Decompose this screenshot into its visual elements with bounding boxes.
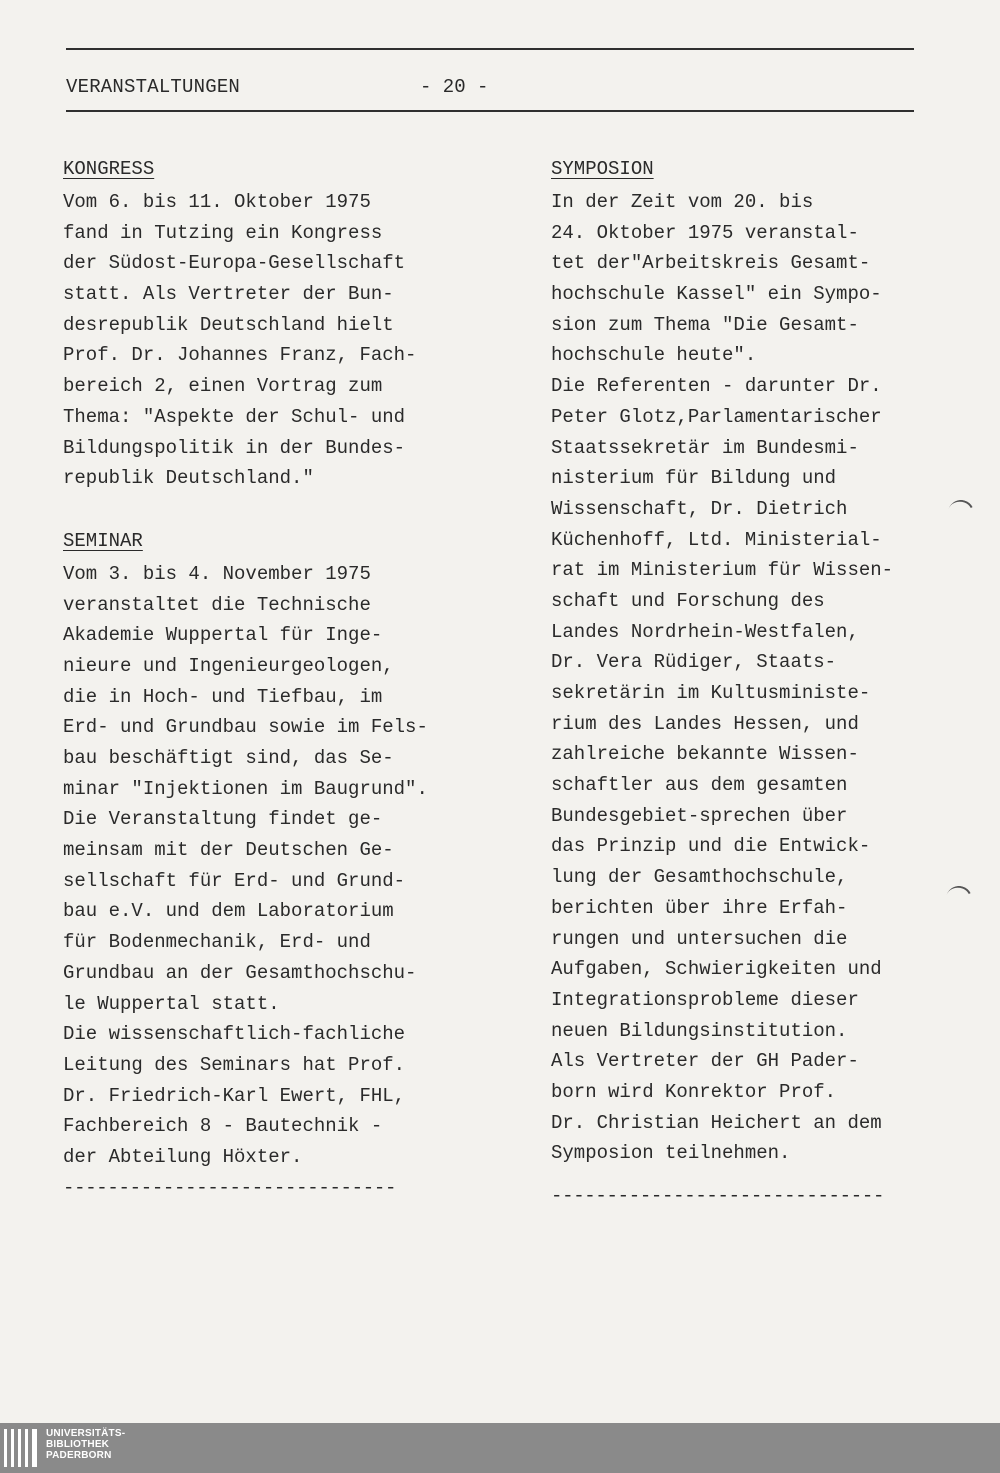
text-line: In der Zeit vom 20. bis [551, 191, 814, 213]
text-line: Küchenhoff, Ltd. Ministerial- [551, 528, 882, 551]
text-line: schaftler aus dem gesamten [551, 774, 848, 797]
text-line: tet der"Arbeitskreis Gesamt- [551, 252, 871, 275]
page-section-title: VERANSTALTUNGEN [66, 76, 241, 98]
text-line: für Bodenmechanik, Erd- und [63, 931, 371, 954]
text-line: der Abteilung Höxter. [63, 1145, 303, 1168]
text-line: Bildungspolitik in der Bundes- [63, 436, 406, 459]
text-line: Symposion teilnehmen. [551, 1142, 791, 1165]
text-line: rungen und untersuchen die [551, 927, 848, 950]
text-line: rat im Ministerium für Wissen- [551, 559, 894, 582]
text-line: hochschule Kassel" ein Sympo- [551, 283, 882, 306]
text-line: Leitung des Seminars hat Prof. [63, 1053, 406, 1076]
library-footer-bar [0, 1423, 1000, 1473]
text-line: bereich 2, einen Vortrag zum [63, 375, 383, 398]
text-line: das Prinzip und die Entwick- [551, 835, 871, 858]
library-logo-icon [4, 1429, 38, 1467]
text-line: hochschule heute". [551, 344, 757, 367]
right-column [551, 150, 951, 1212]
text-line: nisterium für Bildung und [551, 467, 837, 490]
text-line: bau e.V. und dem Laboratorium [63, 900, 394, 923]
text-line: sion zum Thema "Die Gesamt- [551, 313, 859, 336]
text-line: Landes Nordrhein-Westfalen, [551, 620, 859, 643]
section-separator: ------------------------------ [551, 1185, 885, 1207]
text-line: Prof. Dr. Johannes Franz, Fach- [63, 344, 417, 367]
kongress-heading: KONGRESS [63, 158, 155, 180]
text-line: nieure und Ingenieurgeologen, [63, 654, 394, 677]
text-line: Akademie Wuppertal für Inge- [63, 624, 383, 647]
library-name-line: PADERBORN [46, 1450, 112, 1461]
text-line: Die Veranstaltung findet ge- [63, 808, 383, 831]
text-line: Bundesgebiet-sprechen über [551, 804, 848, 827]
text-line: meinsam mit der Deutschen Ge- [63, 839, 394, 862]
symposion-heading: SYMPOSION [551, 158, 654, 180]
text-line: Integrationsprobleme dieser [551, 988, 859, 1011]
text-line: Peter Glotz,Parlamentarischer [551, 405, 882, 428]
text-line: desrepublik Deutschland hielt [63, 313, 394, 336]
text-line: bau beschäftigt sind, das Se- [63, 747, 394, 769]
text-line: Dr. Vera Rüdiger, Staats- [551, 651, 837, 674]
library-name-line: UNIVERSITÄTS- [46, 1428, 126, 1439]
symposion-body [551, 187, 951, 1169]
text-line: Vom 3. bis 4. November 1975 [63, 562, 371, 585]
text-line: die in Hoch- und Tiefbau, im [63, 685, 383, 708]
seminar-body [63, 559, 483, 1173]
text-line: Die Referenten - darunter Dr. [551, 375, 882, 398]
text-line: berichten über ihre Erfah- [551, 896, 848, 919]
text-line: republik Deutschland." [63, 467, 314, 490]
left-column [63, 150, 483, 1203]
text-line: Als Vertreter der GH Pader- [551, 1050, 859, 1073]
page-number: - 20 - [420, 76, 489, 98]
text-line: Fachbereich 8 - Bautechnik - [63, 1115, 383, 1138]
header-top-rule [66, 48, 914, 50]
library-name-line: BIBLIOTHEK [46, 1439, 110, 1450]
text-line: Wissenschaft, Dr. Dietrich [551, 497, 848, 520]
text-line: Aufgaben, Schwierigkeiten und [551, 958, 882, 981]
text-line: zahlreiche bekannte Wissen- [551, 743, 859, 766]
section-gap [63, 494, 483, 522]
text-line: Die wissenschaftlich-fachliche [63, 1023, 406, 1046]
text-line: sekretärin im Kultusministe- [551, 682, 871, 704]
header-bottom-rule [66, 110, 914, 112]
library-name [46, 1428, 125, 1461]
text-line: 24. Oktober 1975 veranstal- [551, 221, 859, 244]
seminar-heading: SEMINAR [63, 529, 143, 552]
text-line: statt. Als Vertreter der Bun- [63, 283, 394, 306]
text-line: Thema: "Aspekte der Schul- und [63, 405, 406, 428]
text-line: Staatssekretär im Bundesmi- [551, 436, 859, 459]
text-line: lung der Gesamthochschule, [551, 866, 848, 889]
text-line: Dr. Friedrich-Karl Ewert, FHL, [63, 1084, 406, 1107]
text-line: rium des Landes Hessen, und [551, 712, 859, 735]
text-line: Erd- und Grundbau sowie im Fels- [63, 716, 428, 739]
text-line: Vom 6. bis 11. Oktober 1975 [63, 191, 371, 213]
text-line: born wird Konrektor Prof. [551, 1080, 837, 1103]
text-line: schaft und Forschung des [551, 589, 825, 612]
text-line: neuen Bildungsinstitution. [551, 1019, 848, 1042]
text-line: minar "Injektionen im Baugrund". [63, 777, 428, 800]
text-line: veranstaltet die Technische [63, 593, 371, 616]
section-separator: ------------------------------ [63, 1176, 397, 1199]
text-line: fand in Tutzing ein Kongress [63, 221, 383, 244]
text-line: le Wuppertal statt. [63, 992, 280, 1015]
text-line: Dr. Christian Heichert an dem [551, 1111, 882, 1134]
text-line: der Südost-Europa-Gesellschaft [63, 252, 406, 275]
text-line: sellschaft für Erd- und Grund- [63, 869, 406, 892]
text-line: Grundbau an der Gesamthochschu- [63, 961, 417, 984]
kongress-body [63, 187, 483, 494]
